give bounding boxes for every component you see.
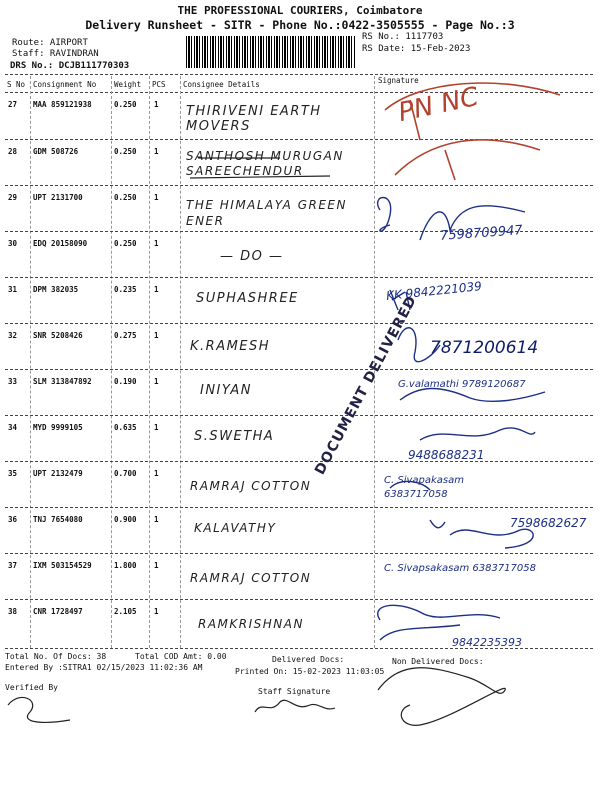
row-sno: 31 bbox=[8, 285, 18, 294]
row-consignee: INIYAN bbox=[200, 383, 252, 398]
row-divider bbox=[5, 599, 593, 600]
row-sno: 38 bbox=[8, 607, 18, 616]
delivered-docs: Delivered Docs: bbox=[272, 655, 345, 664]
row-divider bbox=[5, 461, 593, 462]
row-consignee: RAMKRISHNAN bbox=[198, 617, 304, 631]
col-sno: S No bbox=[7, 80, 26, 89]
col-pcs: PCS bbox=[152, 80, 166, 89]
row-consignment: IXM 503154529 bbox=[33, 561, 92, 570]
row-divider bbox=[5, 185, 593, 186]
row-sno: 32 bbox=[8, 331, 18, 340]
row-sno: 35 bbox=[8, 469, 18, 478]
row-sno: 36 bbox=[8, 515, 18, 524]
row-consignment: EDQ 20158090 bbox=[33, 239, 88, 248]
row-sno: 29 bbox=[8, 193, 18, 202]
row-consignment: CNR 1728497 bbox=[33, 607, 83, 616]
table-row bbox=[0, 141, 600, 187]
staff-label: Staff: RAVINDRAN bbox=[12, 49, 99, 59]
row-sno: 30 bbox=[8, 239, 18, 248]
row-pcs: 1 bbox=[154, 100, 159, 109]
signature-row-38: 9842235393 bbox=[452, 636, 522, 649]
barcode bbox=[186, 36, 356, 68]
signature-row-35: C. Sivapakasam 6383717058 bbox=[384, 475, 464, 500]
row-weight: 2.105 bbox=[114, 607, 137, 616]
row-weight: 0.275 bbox=[114, 331, 137, 340]
company-title: THE PROFESSIONAL COURIERS, Coimbatore bbox=[177, 4, 423, 17]
row-pcs: 1 bbox=[154, 469, 159, 478]
row-divider bbox=[5, 139, 593, 140]
row-consignee: K.RAMESH bbox=[190, 339, 271, 354]
row-sno: 37 bbox=[8, 561, 18, 570]
row-divider bbox=[5, 277, 593, 278]
signature-row-37: C. Sivapsakasam 6383717058 bbox=[384, 563, 536, 574]
row-consignment: SNR 5208426 bbox=[33, 331, 83, 340]
row-pcs: 1 bbox=[154, 561, 159, 570]
delivered-stamp: DOCUMENT DELIVERED bbox=[312, 292, 421, 478]
row-weight: 0.250 bbox=[114, 193, 137, 202]
row-divider bbox=[5, 323, 593, 324]
row-consignment: MAA 859121938 bbox=[33, 100, 92, 109]
row-consignee: THE HIMALAYA GREEN ENER bbox=[186, 198, 347, 228]
row-sno: 27 bbox=[8, 100, 18, 109]
row-consignee: SANTHOSH MURUGAN SAREECHENDUR bbox=[186, 149, 344, 178]
row-divider bbox=[5, 507, 593, 508]
row-weight: 1.800 bbox=[114, 561, 137, 570]
signature-row-36: 7598682627 bbox=[510, 516, 587, 530]
row-consignment: TNJ 7654080 bbox=[33, 515, 83, 524]
row-consignee: KALAVATHY bbox=[194, 521, 277, 535]
rs-number: RS No.: 1117703 bbox=[362, 32, 444, 42]
row-consignee: — DO — bbox=[220, 249, 284, 264]
row-pcs: 1 bbox=[154, 193, 159, 202]
row-sno: 33 bbox=[8, 377, 18, 386]
signature-row-31: KK 9842221039 bbox=[385, 279, 483, 303]
entered-by: Entered By :SITRA1 02/15/2023 11:02:36 AM bbox=[5, 663, 203, 672]
row-pcs: 1 bbox=[154, 331, 159, 340]
signature-row-32: 7871200614 bbox=[430, 338, 539, 358]
row-pcs: 1 bbox=[154, 377, 159, 386]
signature-row-27: PN NC bbox=[395, 81, 482, 129]
route-label: Route: AIRPORT bbox=[12, 38, 88, 48]
row-weight: 0.250 bbox=[114, 100, 137, 109]
total-docs: Total No. Of Docs: 38 bbox=[5, 652, 107, 661]
row-weight: 0.235 bbox=[114, 285, 137, 294]
table-row bbox=[0, 233, 600, 279]
staff-signature-label: Staff Signature bbox=[258, 687, 331, 696]
row-pcs: 1 bbox=[154, 239, 159, 248]
non-delivered-docs: Non Delivered Docs: bbox=[392, 657, 484, 666]
row-pcs: 1 bbox=[154, 515, 159, 524]
row-pcs: 1 bbox=[154, 147, 159, 156]
table-row bbox=[0, 417, 600, 463]
row-divider bbox=[5, 553, 593, 554]
col-signature: Signature bbox=[378, 76, 419, 85]
row-weight: 0.700 bbox=[114, 469, 137, 478]
drs-number: DRS No.: DCJB111770303 bbox=[10, 61, 130, 71]
row-pcs: 1 bbox=[154, 285, 159, 294]
col-weight: Weight bbox=[114, 80, 142, 89]
row-weight: 0.190 bbox=[114, 377, 137, 386]
row-sno: 34 bbox=[8, 423, 18, 432]
total-cod: Total COD Amt: 0.00 bbox=[135, 652, 227, 661]
row-weight: 0.250 bbox=[114, 239, 137, 248]
rs-date: RS Date: 15-Feb-2023 bbox=[362, 44, 471, 54]
signature-row-30: 7598709947 bbox=[439, 223, 524, 244]
signature-row-34: 9488688231 bbox=[408, 448, 485, 462]
table-row bbox=[0, 279, 600, 325]
row-consignee: THIRIVENI EARTH MOVERS bbox=[186, 104, 322, 134]
col-consignee: Consignee Details bbox=[183, 80, 260, 89]
row-consignment: DPM 382035 bbox=[33, 285, 79, 294]
row-weight: 0.900 bbox=[114, 515, 137, 524]
runsheet-title: Delivery Runsheet - SITR - Phone No.:0422-3505555 - Page No.:3 bbox=[85, 18, 515, 32]
row-consignee: SUPHASHREE bbox=[196, 291, 299, 306]
row-consignment: MYD 9999105 bbox=[33, 423, 83, 432]
row-consignment: SLM 313847892 bbox=[33, 377, 92, 386]
col-consignment: Consignment No bbox=[33, 80, 97, 89]
row-sno: 28 bbox=[8, 147, 18, 156]
row-pcs: 1 bbox=[154, 423, 159, 432]
header-divider-top bbox=[5, 74, 593, 75]
row-consignee: S.SWETHA bbox=[194, 429, 275, 444]
row-consignee: RAMRAJ COTTON bbox=[190, 479, 312, 493]
header-divider-bottom bbox=[5, 92, 593, 93]
row-weight: 0.635 bbox=[114, 423, 137, 432]
row-consignment: UPT 2131700 bbox=[33, 193, 83, 202]
row-consignee: RAMRAJ COTTON bbox=[190, 571, 312, 585]
row-divider bbox=[5, 415, 593, 416]
row-consignment: UPT 2132479 bbox=[33, 469, 83, 478]
verified-by-label: Verified By bbox=[5, 683, 58, 692]
signature-row-33: G.valamathi 9789120687 bbox=[398, 379, 526, 390]
row-consignment: GDM 508726 bbox=[33, 147, 79, 156]
row-weight: 0.250 bbox=[114, 147, 137, 156]
row-divider bbox=[5, 369, 593, 370]
printed-on: Printed On: 15-02-2023 11:03:05 bbox=[235, 667, 385, 676]
table-row bbox=[0, 94, 600, 140]
row-pcs: 1 bbox=[154, 607, 159, 616]
